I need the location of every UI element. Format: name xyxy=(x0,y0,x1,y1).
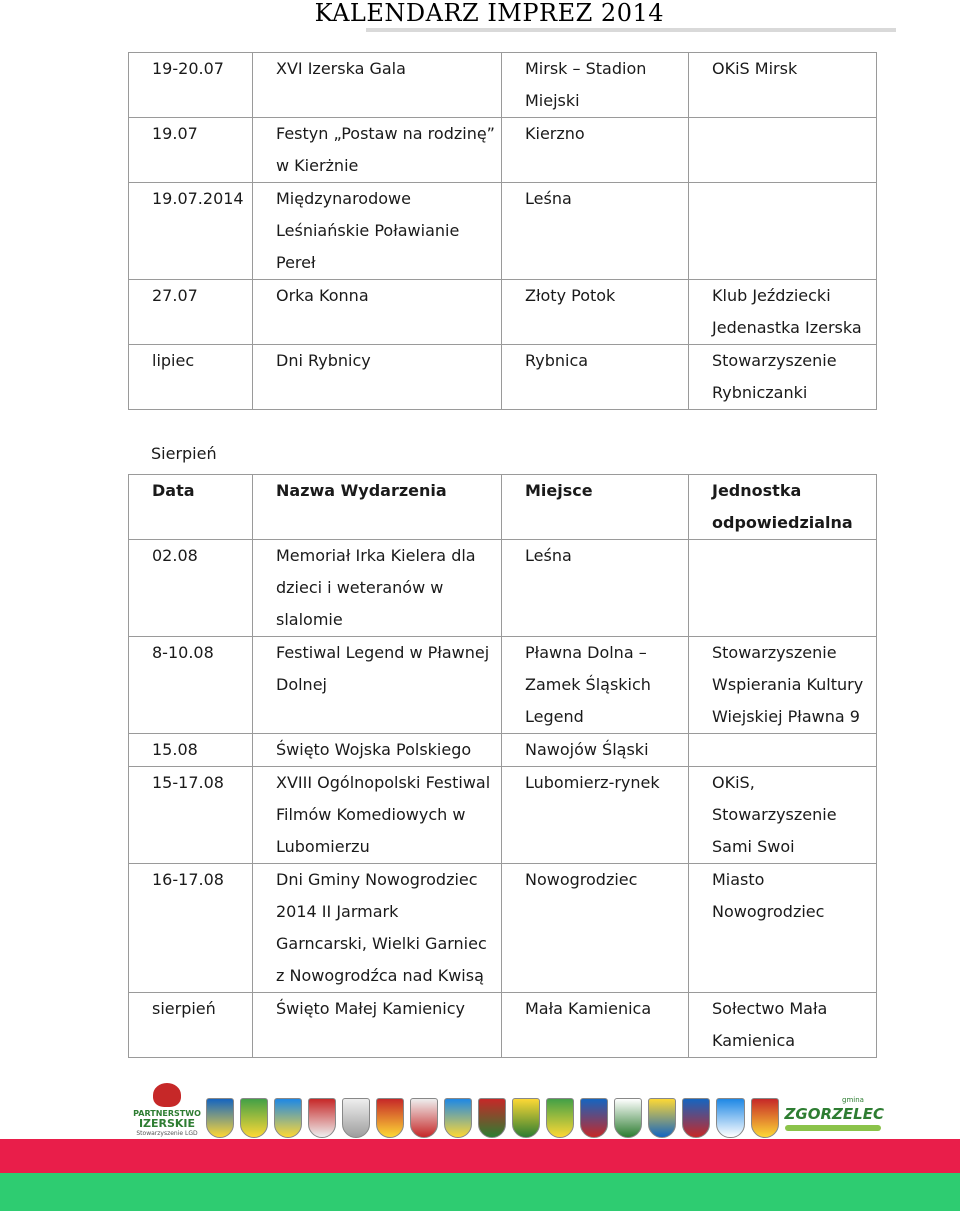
cell-place xyxy=(502,864,689,993)
cell-text: Pereł xyxy=(276,253,316,272)
events-table-july xyxy=(128,52,877,410)
cell-text: Pławna Dolna – xyxy=(525,643,647,662)
crest-icon xyxy=(512,1098,540,1138)
cell-text: Sami Swoi xyxy=(712,837,795,856)
cell-text: Klub Jeździecki xyxy=(712,286,831,305)
cell-text: OKiS, xyxy=(712,773,755,792)
cell-date xyxy=(129,53,253,118)
gmina-zgorzelec-logo: gmina ZGORZELEC xyxy=(785,1088,884,1138)
cell-unit xyxy=(689,767,877,864)
cell-text: 02.08 xyxy=(152,546,198,565)
cell-unit xyxy=(689,183,877,280)
cell-name xyxy=(253,637,502,734)
cell-date xyxy=(129,183,253,280)
cell-text: Legend xyxy=(525,707,584,726)
cell-text: Festiwal Legend w Pławnej xyxy=(276,643,490,662)
cell-place xyxy=(502,280,689,345)
cell-text: Miejski xyxy=(525,91,580,110)
cell-text: XVI Izerska Gala xyxy=(276,59,406,78)
cell-name xyxy=(253,475,502,540)
cell-date xyxy=(129,540,253,637)
cell-text: 19.07 xyxy=(152,124,198,143)
cell-text: 8-10.08 xyxy=(152,643,214,662)
cell-unit xyxy=(689,734,877,767)
cell-text: 19-20.07 xyxy=(152,59,224,78)
cell-text: Miejsce xyxy=(525,481,593,500)
table-header-row xyxy=(129,475,877,540)
cell-date xyxy=(129,280,253,345)
cell-text: 19.07.2014 xyxy=(152,189,244,208)
cell-text: Święto Wojska Polskiego xyxy=(276,740,472,759)
cell-date xyxy=(129,118,253,183)
cell-text: Jednostka xyxy=(712,481,802,500)
cell-text: Memoriał Irka Kielera dla xyxy=(276,546,476,565)
table-row xyxy=(129,53,877,118)
cell-text: Garncarski, Wielki Garniec xyxy=(276,934,487,953)
cell-name xyxy=(253,864,502,993)
cell-name xyxy=(253,280,502,345)
cell-place xyxy=(502,118,689,183)
cell-text: Złoty Potok xyxy=(525,286,616,305)
month-label: Sierpień xyxy=(151,444,217,463)
cell-text: lipiec xyxy=(152,351,195,370)
cell-place xyxy=(502,734,689,767)
cell-unit xyxy=(689,118,877,183)
cell-text: Nowogrodziec xyxy=(525,870,638,889)
cell-name xyxy=(253,53,502,118)
cell-place xyxy=(502,540,689,637)
crest-icon xyxy=(410,1098,438,1138)
cell-text: Jedenastka Izerska xyxy=(712,318,862,337)
footer-band-red xyxy=(0,1139,960,1173)
crest-icon xyxy=(614,1098,642,1138)
crest-icon xyxy=(682,1098,710,1138)
cell-text: Międzynarodowe xyxy=(276,189,411,208)
cell-place xyxy=(502,475,689,540)
crest-icon xyxy=(240,1098,268,1138)
table-row xyxy=(129,280,877,345)
table-row xyxy=(129,864,877,993)
crest-icon xyxy=(342,1098,370,1138)
cell-text: Nawojów Śląski xyxy=(525,740,649,759)
cell-text: Leśniańskie Poławianie xyxy=(276,221,460,240)
cell-name xyxy=(253,345,502,410)
cell-text: XVIII Ogólnopolski Festiwal xyxy=(276,773,491,792)
heart-icon xyxy=(153,1083,181,1107)
cell-text: Leśna xyxy=(525,546,572,565)
page-title: KALENDARZ IMPREZ 2014 xyxy=(314,0,664,27)
cell-text: Stowarzyszenie xyxy=(712,805,837,824)
cell-text: Mirsk – Stadion xyxy=(525,59,647,78)
cell-place xyxy=(502,637,689,734)
cell-text: w Kierżnie xyxy=(276,156,359,175)
cell-text: Lubomierz-rynek xyxy=(525,773,660,792)
cell-text: Kamienica xyxy=(712,1031,796,1050)
cell-place xyxy=(502,993,689,1058)
cell-name xyxy=(253,993,502,1058)
cell-text: Dni Rybnicy xyxy=(276,351,371,370)
crest-icon xyxy=(376,1098,404,1138)
cell-name xyxy=(253,118,502,183)
cell-date xyxy=(129,734,253,767)
cell-text: 15.08 xyxy=(152,740,198,759)
cell-place xyxy=(502,345,689,410)
table-row xyxy=(129,345,877,410)
crest-icon xyxy=(580,1098,608,1138)
cell-name xyxy=(253,767,502,864)
cell-date xyxy=(129,345,253,410)
cell-text: Stowarzyszenie xyxy=(712,643,837,662)
crest-icon xyxy=(478,1098,506,1138)
cell-text: Sołectwo Mała xyxy=(712,999,828,1018)
cell-text: odpowiedzialna xyxy=(712,513,853,532)
cell-text: Orka Konna xyxy=(276,286,369,305)
events-table-august xyxy=(128,474,877,1058)
cell-text: z Nowogrodźca nad Kwisą xyxy=(276,966,484,985)
cell-text: Festyn „Postaw na rodzinę” xyxy=(276,124,495,143)
cell-text: Dni Gminy Nowogrodziec xyxy=(276,870,478,889)
crest-icon xyxy=(546,1098,574,1138)
cell-text: Miasto xyxy=(712,870,765,889)
cell-name xyxy=(253,734,502,767)
crest-icon xyxy=(648,1098,676,1138)
table-row xyxy=(129,767,877,864)
crest-icon xyxy=(308,1098,336,1138)
cell-unit xyxy=(689,280,877,345)
crest-icon xyxy=(716,1098,744,1138)
cell-text: OKiS Mirsk xyxy=(712,59,798,78)
crest-icon xyxy=(274,1098,302,1138)
cell-place xyxy=(502,183,689,280)
crest-icon xyxy=(444,1098,472,1138)
cell-place xyxy=(502,767,689,864)
cell-date xyxy=(129,767,253,864)
cell-text: Rybnica xyxy=(525,351,589,370)
cell-text: Leśna xyxy=(525,189,572,208)
header-rule xyxy=(366,28,896,32)
cell-text: Data xyxy=(152,481,195,500)
cell-text: Dolnej xyxy=(276,675,327,694)
cell-text: 27.07 xyxy=(152,286,198,305)
cell-text: Filmów Komediowych w xyxy=(276,805,466,824)
cell-unit xyxy=(689,53,877,118)
table-row xyxy=(129,118,877,183)
cell-text: Nazwa Wydarzenia xyxy=(276,481,447,500)
cell-date xyxy=(129,475,253,540)
cell-name xyxy=(253,183,502,280)
cell-unit xyxy=(689,345,877,410)
cell-date xyxy=(129,864,253,993)
cell-text: Mała Kamienica xyxy=(525,999,652,1018)
table-row xyxy=(129,637,877,734)
cell-text: Lubomierzu xyxy=(276,837,370,856)
cell-text: Zamek Śląskich xyxy=(525,675,651,694)
cell-text: sierpień xyxy=(152,999,216,1018)
table-row xyxy=(129,183,877,280)
cell-text: slalomie xyxy=(276,610,343,629)
cell-unit xyxy=(689,864,877,993)
cell-text: Stowarzyszenie xyxy=(712,351,837,370)
cell-place xyxy=(502,53,689,118)
cell-name xyxy=(253,540,502,637)
swoosh-icon xyxy=(785,1125,881,1131)
cell-unit xyxy=(689,637,877,734)
cell-text: Nowogrodziec xyxy=(712,902,825,921)
partner-logos xyxy=(134,1076,884,1138)
crest-icon xyxy=(206,1098,234,1138)
cell-text: 2014 II Jarmark xyxy=(276,902,399,921)
cell-unit xyxy=(689,475,877,540)
partnerstwo-izerskie-logo: PARTNERSTWO IZERSKIE Stowarzyszenie LGD xyxy=(134,1076,200,1138)
cell-unit xyxy=(689,993,877,1058)
crest-icon xyxy=(751,1098,779,1138)
table-row xyxy=(129,540,877,637)
table-row xyxy=(129,993,877,1058)
cell-text: 16-17.08 xyxy=(152,870,224,889)
cell-date xyxy=(129,637,253,734)
cell-text: Wiejskiej Pławna 9 xyxy=(712,707,860,726)
cell-text: Rybniczanki xyxy=(712,383,808,402)
cell-date xyxy=(129,993,253,1058)
cell-text: Wspierania Kultury xyxy=(712,675,864,694)
cell-text: Święto Małej Kamienicy xyxy=(276,999,465,1018)
cell-text: Kierzno xyxy=(525,124,585,143)
cell-text: dzieci i weteranów w xyxy=(276,578,444,597)
footer-band-green xyxy=(0,1173,960,1211)
cell-unit xyxy=(689,540,877,637)
table-row xyxy=(129,734,877,767)
cell-text: 15-17.08 xyxy=(152,773,224,792)
